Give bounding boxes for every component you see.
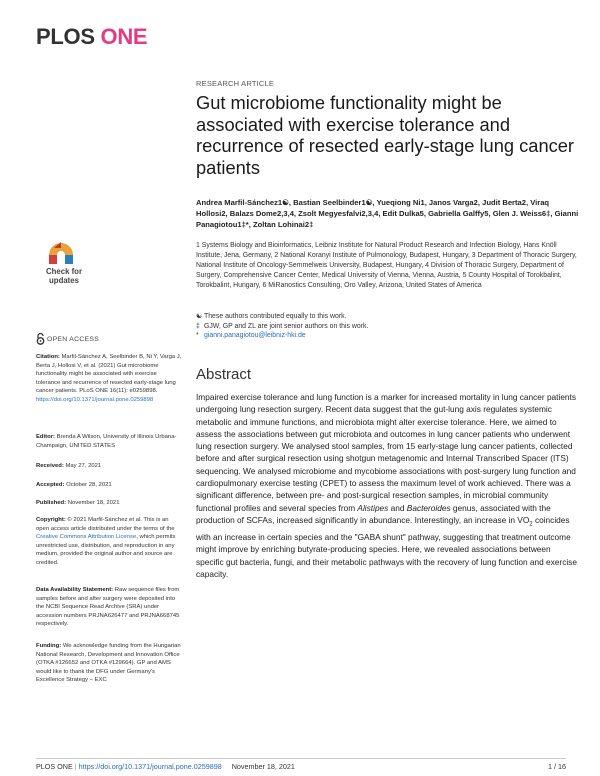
email-link[interactable]: gianni.panagiotou@leibniz-hki.de <box>204 332 306 340</box>
affiliations: 1 Systems Biology and Bioinformatics, Leibniz Institute for Natural Product Research and Infection Biology, Hans Knöll Institute, Jena, Germany, 2 National Koranyi Institute of Pulmonology, Budapest, Hungary, 3 Department of Thoracic Surgery, National Institute of Oncology-Semmelweis University, Budapest, Hungary, 4 Division of Thoracic Surgery, Department of Surgery, Comprehensive Cancer Center, Medical University of Vienna, Vienna, Austria, 5 County Hospital of Torokbalint, Torokbalint, Hungary, 6 MiRanostics Consulting, Oro Valley, Arizona, United States of America <box>196 242 577 289</box>
data-availability-block: Data Availability Statement: Raw sequence files from samples before and after surgery were deposited into the NCBI Sequence Read Archive (SRA) under accession numbers PRJNA626477 and PRJNA668745 respectively. <box>36 587 180 628</box>
check-for-updates-label[interactable]: Check for updates <box>46 267 82 285</box>
equal-contribution-icon: ☯ <box>196 313 203 320</box>
journal-logo-one: ONE <box>100 24 148 49</box>
citation-block: Citation: Marfil-Sánchez A, Seelbinder B, Ni Y, Varga J, Berta J, Hollosi V, et al. (2021) Gut microbiome functionality might be associated with exercise tolerance and recurrence of resected early-stage lung cancer patients. PLoS ONE 16(11): e0259898. https://doi.org/10.1371/journal.pone.0259898 <box>36 354 182 403</box>
footer-divider <box>36 758 566 759</box>
accepted-date: Accepted: October 28, 2021 <box>36 482 112 488</box>
footer-journal: PLOS ONE <box>36 762 73 771</box>
footer-doi-link[interactable]: https://doi.org/10.1371/journal.pone.0259898 <box>78 762 222 771</box>
citation-doi-link[interactable]: https://doi.org/10.1371/journal.pone.0259898 <box>36 396 154 403</box>
article-title: Gut microbiome functionality might be associated with exercise tolerance and recurrence of resected early-stage lung cancer patients <box>196 92 575 178</box>
abstract-heading: Abstract <box>196 366 252 383</box>
open-access-label: OPEN ACCESS <box>47 336 100 343</box>
journal-logo[interactable] <box>36 26 147 48</box>
license-link[interactable]: Creative Commons Attribution License <box>36 534 137 541</box>
editor-block: Editor: Brenda A Wilson, University of Illinois Urbana-Champaign, UNITED STATES <box>36 434 177 449</box>
footer-date: November 18, 2021 <box>231 762 295 771</box>
note-corresponding-email <box>196 331 580 341</box>
received-date: Received: May 27, 2021 <box>36 463 102 469</box>
asterisk-icon: * <box>196 332 199 340</box>
abstract-body: Impaired exercise tolerance and lung function is a marker for increased mortality in lung cancer patients undergoing lung resection surgery. Recent data suggest that the gut-lung axis regulates systemic metabolic and immune functions, and microbiota might alter exercise tolerance. Here, we aimed to assess the associations between gut microbiota and outcomes in lung cancer patients who underwent lung resection surgery. We analysed stool samples, from 15 early-stage lung cancer patients, collected before and after surgical resection using shotgun metagenomic and Internal Transcribed Spacer (ITS) sequencing. We analysed microbiome and mycobiome associations with post-surgery lung function and cardiopulmonary exercise testing (CPET) to assess the maximum level of work achieved. There was a significant difference, between pre- and post-surgical resection samples, in microbial community functional profiles and several species from Alistipes and Bacteroides genus, associated with the production of SCFAs, increased significantly in abundance. Interestingly, an increase in $VO_2$ coincides with an increase in certain species and the "GABA shunt" pathway, suggesting that treatment outcome might improve by enriching butyrate-producing species. Here, we revealed associations between specific gut bacteria, fungi, and their metabolic pathways with the recovery of lung function and exercise capacity. <box>196 392 577 579</box>
double-dagger-icon: ‡ <box>196 322 200 330</box>
author-notes <box>196 312 580 341</box>
page-footer: PLOS ONE | https://doi.org/10.1371/journal.pone.0259898 November 18, 2021 1 / 16 <box>36 762 566 771</box>
page-number: 1 / 16 <box>548 762 566 771</box>
funding-block: Funding: We acknowledge funding from the Hungarian National Research, Development and Innovation Office (OTKA #126652 and OTKA #129664). GP and AMS would like to thank the DFG under Germany's Excellence Strategy – EXC <box>36 643 181 684</box>
author-list: Andrea Marfil-Sánchez1☯, Bastian Seelbinder1☯, Yueqiong Ni1, Janos Varga2, Judit Berta2, Viraq Hollosi2, Balazs Dome2,3,4, Zsolt Megyesfalvi2,3,4, Edit Dulka5, Gabriella Galffy5, Glen J. Weiss6‡, Gianni Panagiotou1‡*, Zoltan Lohinai2‡ <box>196 198 579 230</box>
copyright-block: Copyright: © 2021 Marfil-Sánchez et al. This is an open access article distributed under the terms of the Creative Commons Attribution License, which permits unrestricted use, distribution, and reproduction in any medium, provided the original author and source are credited. <box>36 517 176 566</box>
journal-logo-plos: PLOS <box>36 24 95 49</box>
open-access-lock-icon <box>36 333 45 345</box>
published-date: Published: November 18, 2021 <box>36 500 120 506</box>
note-joint-senior: ‡ GJW, GP and ZL are joint senior authors on this work. <box>196 322 369 330</box>
note-equal-contribution: ☯ These authors contributed equally to this work. <box>196 313 347 320</box>
article-type: RESEARCH ARTICLE <box>196 79 275 88</box>
